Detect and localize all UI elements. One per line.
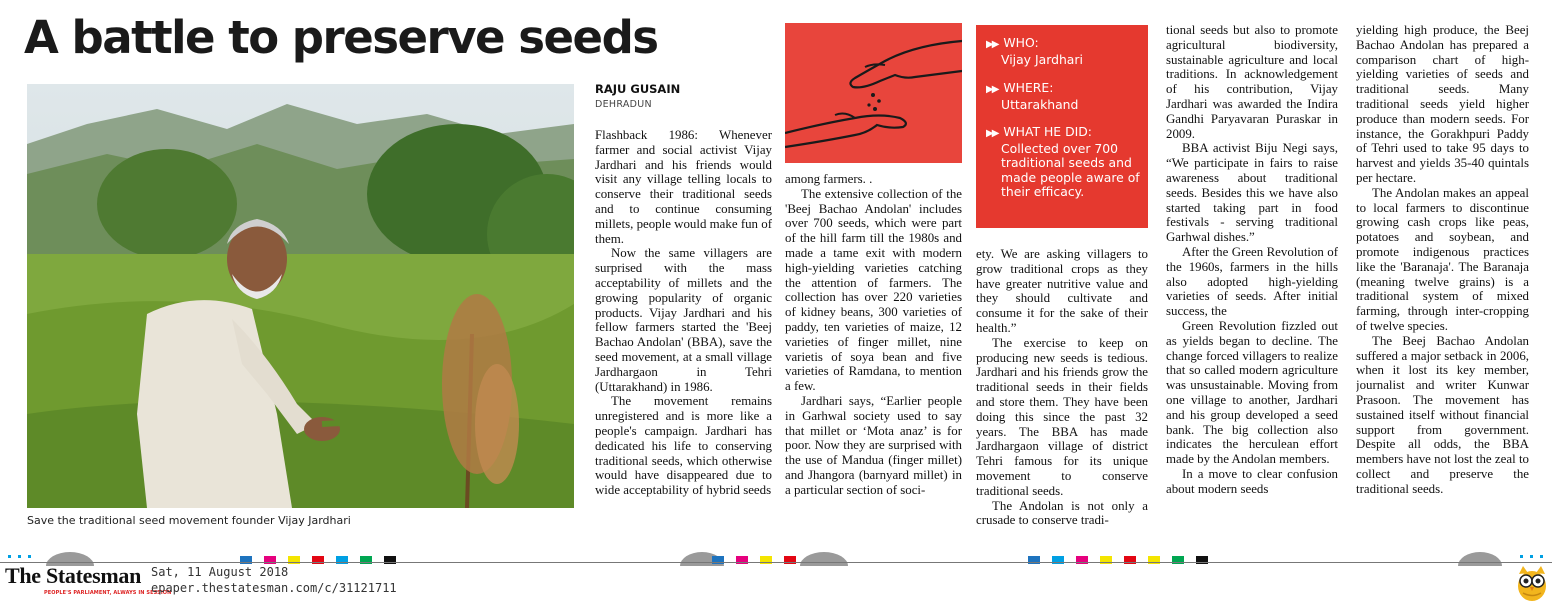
print-registration-bar [0, 552, 1552, 566]
paragraph: In a move to clear confusion about modern seeds [1166, 466, 1338, 496]
article-column-2 [785, 172, 962, 532]
paragraph: Flashback 1986: Whenever farmer and social activist Vijay Jardhari and his friends would visit any village telling locals to conserve their traditional seeds and to continue consuming millets, people would make fun of them. [595, 128, 772, 246]
info-box [976, 25, 1148, 228]
article-column-5 [1356, 23, 1529, 532]
paragraph: among farmers. . [785, 172, 873, 186]
paragraph: BBA activist Biju Negi says, “We participate in fairs to raise awareness about traditional seeds. Besides this we have also started taking part in food festivals - serving traditional Garhwal dishes.” [1166, 141, 1338, 245]
info-who-value: Vijay Jardhari [1001, 51, 1083, 67]
epaper-url-link[interactable]: epaper.thestatesman.com/c/31121711 [151, 580, 397, 595]
info-where-value: Uttarakhand [1001, 96, 1079, 112]
info-what-value: Collected over 700 traditional seeds and made people aware of their efficacy. [1001, 140, 1140, 199]
paragraph: The extensive collection of the 'Beej Bachao Andolan' includes over 700 seeds, which were part of the hill farm till the 1980s and made a tame exit with modern high-yielding varieties catching the attention of farmers. The collection has over 220 varieties of kidney beans, 300 varieties of paddy, ten varieties of maize, 12 varieties of finger millet, nine varietis of soya bean and five varieties of Ramdana, to mention a few. [785, 186, 962, 394]
article-column-3 [976, 247, 1148, 532]
info-who-label: WHO: [1003, 35, 1039, 50]
dateline: DEHRADUN [595, 99, 652, 110]
edition-meta [151, 565, 397, 596]
info-what-label: WHAT HE DID: [1003, 124, 1092, 139]
paragraph: Now the same villagers are surprised with the mass acceptability of millets and the growing popularity of organic products. Vijay Jardhari and his fellow farmers started the 'Beej Bachao Andolan' (BBA), save the seed movement, at a small village Jardhargaon in Tehri (Uttarakhand) in 1986. [595, 246, 772, 394]
info-who [986, 36, 1144, 67]
double-arrow-icon: ▶▶ [986, 84, 998, 95]
info-where [986, 81, 1144, 112]
publication-tagline: PEOPLE'S PARLIAMENT, ALWAYS IN SESSION [44, 590, 172, 596]
paragraph: The Andolan is not only a crusade to conserve tradi- [976, 498, 1148, 528]
paragraph: After the Green Revolution of the 1960s, farmers in the hills also adopted high-yielding varieties of seeds. After initial success, the [1166, 244, 1338, 319]
article-column-1 [595, 128, 772, 532]
double-arrow-icon: ▶▶ [986, 39, 998, 50]
photo-caption: Save the traditional seed movement founder Vijay Jardhari [27, 514, 351, 527]
info-where-label: WHERE: [1003, 80, 1054, 95]
byline: RAJU GUSAIN [595, 82, 681, 96]
paragraph: Green Revolution fizzled out as yields began to decline. The change forced villagers to realize that so called modern agriculture was unsustainable. Moving from one village to another, Jardhari and his group developed a seed bank. The big collection also indicates the herculean effort made by the Andolan members. [1166, 318, 1338, 467]
paragraph: Jardhari says, “Earlier people in Garhwal society used to say that millet or ‘Mota anaz’ is for poor. Now they are surprised with the use of Mandua (finger millet) and Jhangora (barnyard millet) in a particular section of soci- [785, 393, 962, 497]
publication-logo: The Statesman [5, 563, 142, 588]
paragraph: The exercise to keep on producing new seeds is tedious. Jardhari and his friends grow the traditional seeds in their fields and store them. They have been doing this since the past 32 years. The BBA has made Jardhargaon village of district Tehri famous for its unique movement to conserve traditional seeds. [976, 335, 1148, 498]
paragraph: yielding high produce, the Beej Bachao Andolan has prepared a comparison chart of high-yielding varieties of seeds and traditional seeds. Many traditional seeds yield higher produce than modern seeds. For instance, the Gorakhpuri Paddy of Tehri used to take 95 days to harvest and yields 35-40 quintals per hectare. [1356, 23, 1529, 185]
paragraph: tional seeds but also to promote agricultural biodiversity, sustainable agriculture and local traditions. In acknowledgement of his contribution, Vijay Jardhari was awarded the Indira Gandhi Paryavaran Puraskar in 2009. [1166, 23, 1338, 141]
info-what [986, 125, 1144, 200]
paragraph: ety. We are asking villagers to grow traditional crops as they have greater nutritive value and they should cultivate and consume it for the sake of their health.” [976, 247, 1148, 335]
farmer-photo [27, 84, 574, 508]
footer-divider [0, 562, 1552, 563]
paragraph: The Andolan makes an appeal to local farmers to discontinue growing cash crops like peas, potatoes and soybean, and promote indigenous practices like the 'Baranaja'. The Baranaja (meaning twelve grains) is a traditional system of mixed farming, through inter-cropping of twelve species. [1356, 185, 1529, 333]
edition-date: Sat, 11 August 2018 [151, 565, 289, 579]
hands-seeds-illustration [785, 23, 962, 163]
owl-mascot-icon [1513, 562, 1551, 602]
double-arrow-icon: ▶▶ [986, 128, 998, 139]
paragraph: The Beej Bachao Andolan suffered a major setback in 2006, when it lost its key member, journalist and writer Kunwar Prasoon. The movement has sustained itself without financial support from government. Despite all odds, the BBA members have not lost the zeal to collect and preserve the traditional seeds. [1356, 333, 1529, 496]
paragraph: The movement remains unregistered and is more like a people's campaign. Jardhari has dedicated his life to conserving traditional seeds, which otherwise would have disappeared due to wide acceptability of hybrid seeds [595, 394, 772, 498]
article-column-4 [1166, 23, 1338, 532]
headline: A battle to preserve seeds [24, 11, 658, 64]
